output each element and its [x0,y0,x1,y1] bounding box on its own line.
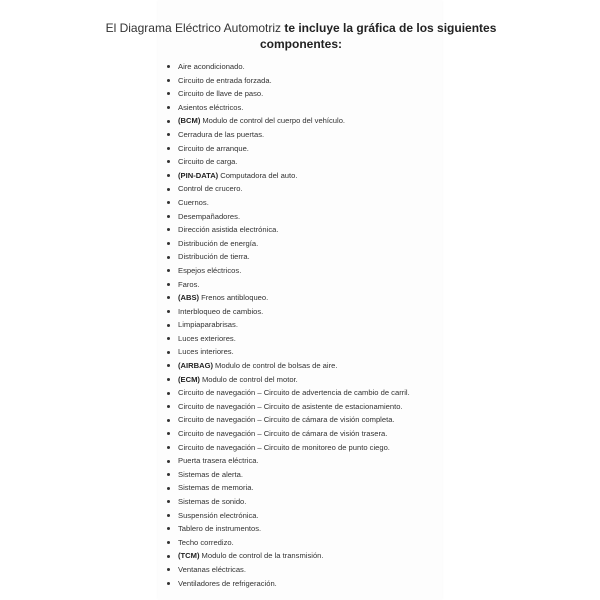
item-text: Circuito de navegación – Circuito de monitoreo de punto ciego. [178,442,390,452]
list-item [166,509,410,523]
list-item [166,278,410,292]
item-text: Modulo de control de bolsas de aire. [215,361,338,371]
item-text: Luces interiores. [178,347,234,357]
item-text: Interbloqueo de cambios. [178,306,264,316]
bullet-icon [167,256,170,259]
item-text: Cerradura de las puertas. [178,129,265,139]
list-item [166,196,410,210]
list-item [166,264,410,278]
item-text: Distribución de tierra. [178,252,250,262]
item-abbreviation: (AIRBAG) [178,361,214,371]
item-abbreviation: (ABS) [178,293,200,303]
item-text: Sistemas de alerta. [178,469,243,479]
list-item [166,536,410,550]
list-item [166,454,410,468]
item-text: Control de crucero. [178,184,243,194]
heading-bold: te incluye la gráfica de los siguientes componentes: [259,21,497,51]
bullet-icon [167,568,170,571]
item-abbreviation: (BCM) [178,116,201,126]
list-item [166,373,410,387]
bullet-icon [167,215,170,218]
item-abbreviation: (TCM) [178,551,200,561]
list-item [166,305,410,319]
list-item [166,359,410,373]
list-item [166,169,410,183]
bullet-icon [167,514,170,517]
bullet-icon [167,446,170,449]
item-text: Cuernos. [178,197,209,207]
bullet-icon [167,419,170,422]
list-item [166,237,410,251]
list-item [166,128,410,142]
bullet-icon [167,487,170,490]
item-text: Techo corredizo. [178,537,234,547]
item-text: Ventanas eléctricas. [178,564,246,574]
bullet-icon [167,120,170,123]
item-abbreviation: (PIN-DATA) [178,170,219,180]
heading-intro: El Diagrama Eléctrico Automotriz [105,21,285,35]
item-text: Puerta trasera eléctrica. [178,456,259,466]
bullet-icon [167,160,170,163]
list-item [166,400,410,414]
bullet-icon [167,188,170,191]
bullet-icon [167,242,170,245]
item-text: Faros. [178,279,200,289]
item-text: Tablero de instrumentos. [178,524,262,534]
item-text: Ventiladores de refrigeración. [178,578,277,588]
item-text: Dirección asistida electrónica. [178,225,279,235]
list-item [166,142,410,156]
bullet-icon [167,541,170,544]
list-item [166,468,410,482]
item-text: Sistemas de sonido. [178,497,247,506]
bullet-icon [167,460,170,463]
item-text: Circuito de navegación – Circuito de cámara de visión completa. [178,415,395,425]
item-text: Circuito de arranque. [178,143,249,153]
component-list [166,60,410,590]
bullet-icon [167,79,170,82]
bullet-icon [167,310,170,313]
list-item [166,87,410,101]
bullet-icon [167,582,170,585]
item-text: Circuito de llave de paso. [178,89,264,99]
bullet-icon [167,392,170,395]
bullet-icon [167,378,170,381]
list-item [166,291,410,305]
item-text: Espejos eléctricos. [178,265,242,275]
list-item [166,223,410,237]
item-text: Circuito de navegación – Circuito de cámara de visión trasera. [178,429,388,439]
bullet-icon [167,106,170,109]
list-item [166,413,410,427]
bullet-icon [167,324,170,327]
bullet-icon [167,92,170,95]
list-item [166,101,410,115]
list-item [166,332,410,346]
item-abbreviation: (ECM) [178,374,200,384]
item-text: Asientos eléctricos. [178,102,244,112]
bullet-icon [167,174,170,177]
bullet-icon [167,147,170,150]
list-item [166,155,410,169]
item-text: Circuito de carga. [178,157,238,167]
item-text: Computadora del auto. [220,170,298,180]
bullet-icon [167,473,170,476]
bullet-icon [167,133,170,136]
bullet-icon [167,555,170,558]
bullet-icon [167,337,170,340]
item-text: Desempañadores. [178,211,241,221]
item-text: Limpiaparabrisas. [178,320,238,330]
list-item [166,210,410,224]
list-item [166,495,410,509]
bullet-icon [167,527,170,530]
list-item [166,114,410,128]
bullet-icon [167,201,170,204]
item-text: Distribución de energía. [178,238,259,248]
list-item [166,250,410,264]
list-item [166,345,410,359]
list-item [166,182,410,196]
list-item [166,563,410,577]
list-item [166,577,410,591]
item-text: Luces exteriores. [178,333,236,343]
list-item [166,481,410,495]
item-text: Aire acondicionado. [178,62,245,71]
list-item [166,318,410,332]
list-item [166,522,410,536]
list-item [166,441,410,455]
bullet-icon [167,228,170,231]
item-text: Modulo de control de la transmisión. [201,551,324,561]
heading [96,20,506,52]
bullet-icon [167,500,170,503]
bullet-icon [167,269,170,272]
item-text: Modulo de control del cuerpo del vehículo. [202,116,346,126]
bullet-icon [167,351,170,354]
bullet-icon [167,405,170,408]
bullet-icon [167,364,170,367]
item-text: Suspensión electrónica. [178,510,259,520]
list-item [166,427,410,441]
item-text: Circuito de navegación – Circuito de asistente de estacionamiento. [178,401,403,411]
item-text: Modulo de control del motor. [201,374,298,384]
bullet-icon [167,283,170,286]
item-text: Circuito de navegación – Circuito de advertencia de cambio de carril. [178,388,410,398]
list-item [166,60,410,74]
bullet-icon [167,65,170,68]
bullet-icon [167,296,170,299]
list-item [166,74,410,88]
list-item [166,386,410,400]
item-text: Circuito de entrada forzada. [178,75,272,85]
item-text: Frenos antibloqueo. [201,293,269,303]
item-text: Sistemas de memoria. [178,483,254,493]
list-item [166,549,410,563]
bullet-icon [167,432,170,435]
